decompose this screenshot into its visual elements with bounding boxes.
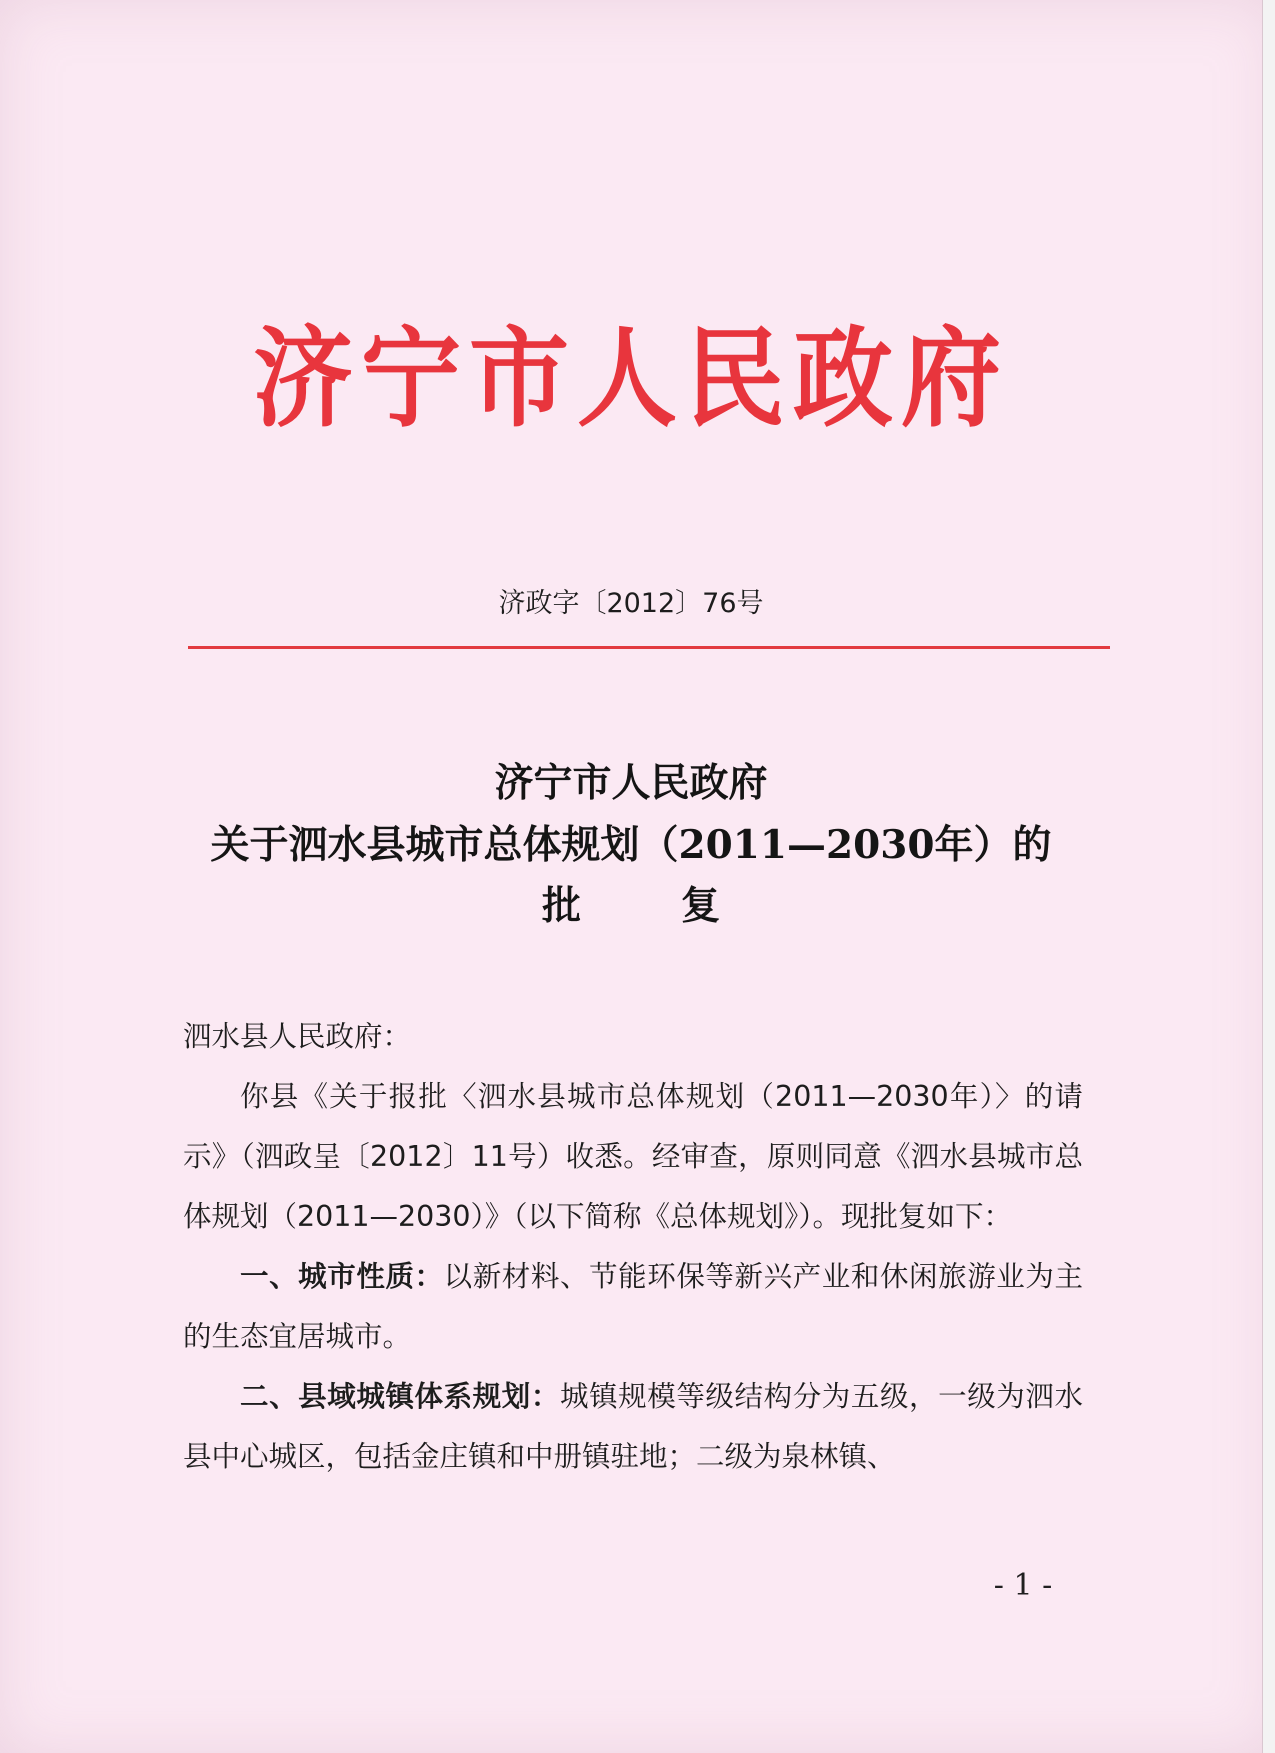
document-number: 济政字〔2012〕76号 bbox=[498, 588, 764, 619]
issuer-red-header: 济宁市人民政府 bbox=[253, 314, 1009, 442]
item-1-heading: 一、城市性质： bbox=[240, 1260, 444, 1293]
item-2-text: 城镇规模等级结构分为五级，一级为泗水县中心城区，包括金庄镇和中册镇驻地；二级为泉林镇、 bbox=[183, 1380, 1083, 1473]
item-1-text: 以新材料、节能环保等新兴产业和休闲旅游业为主的生态宜居城市。 bbox=[183, 1260, 1083, 1353]
scan-edge bbox=[1262, 0, 1275, 1753]
document-body bbox=[183, 1007, 1083, 1487]
title-line-2: 关于泗水县城市总体规划（2011—2030年）的 bbox=[210, 822, 1052, 868]
title-line-3: 批复 bbox=[541, 883, 820, 929]
item-1 bbox=[183, 1247, 1083, 1367]
paragraph-1: 你县《关于报批〈泗水县城市总体规划（2011—2030年）〉的请示》（泗政呈〔2012〕11号）收悉。经审查，原则同意《泗水县城市总体规划（2011—2030）》（以下简称《总体规划》）。现批复如下： bbox=[183, 1080, 1083, 1233]
item-2 bbox=[183, 1367, 1083, 1487]
addressee: 泗水县人民政府： bbox=[183, 1020, 412, 1053]
title-line-1: 济宁市人民政府 bbox=[494, 760, 768, 806]
page-number: - 1 - bbox=[993, 1568, 1053, 1603]
show-through-line bbox=[190, 214, 1120, 242]
item-2-heading: 二、县域城镇体系规划： bbox=[240, 1380, 560, 1413]
red-divider-line bbox=[188, 646, 1110, 649]
